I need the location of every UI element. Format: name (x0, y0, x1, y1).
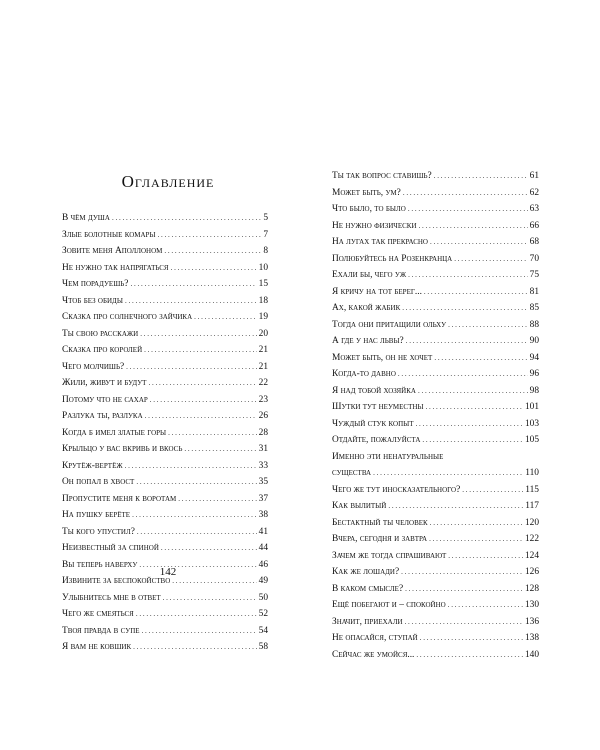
toc-entry (332, 300, 539, 317)
toc-entry (332, 416, 539, 433)
toc-entry-title: Я над тобой хозяйка (332, 385, 416, 396)
dot-leader (112, 210, 261, 227)
dot-leader (137, 524, 257, 541)
toc-entry-page: 18 (258, 295, 268, 306)
dot-leader (145, 408, 257, 425)
toc-entry (332, 234, 539, 251)
dot-leader (164, 243, 261, 260)
dot-leader (418, 383, 528, 400)
toc-entry-title: На пушку берёте (62, 510, 131, 520)
toc-entry (62, 507, 268, 524)
toc-entry-title: Ты свою расскажи (62, 328, 139, 339)
dot-leader (403, 185, 528, 202)
toc-entry (62, 293, 268, 310)
toc-entry-page: 7 (263, 229, 268, 240)
toc-entry (332, 614, 539, 631)
toc-entry (62, 359, 268, 376)
toc-entry-title: Я кричу на тот берег... (332, 286, 422, 297)
toc-entry-title: Ты так вопрос ставишь? (332, 171, 432, 181)
toc-entry (332, 284, 539, 301)
toc-entry-title: Злые болотные комары (62, 229, 156, 240)
toc-entry (332, 185, 539, 202)
toc-entry-title: Улыбнитесь мне в ответ (62, 592, 161, 603)
toc-entry-page: 138 (524, 633, 539, 643)
toc-entry-title: Не опасайся, ступай (332, 633, 418, 643)
toc-entry (332, 630, 539, 647)
dot-leader (448, 317, 527, 334)
toc-entry-page: 90 (529, 336, 539, 346)
toc-entry (332, 251, 539, 268)
toc-entry (332, 564, 539, 581)
dot-leader (416, 416, 523, 433)
toc-entry-page: 44 (258, 543, 268, 553)
toc-entry-title: Чем порадуешь? (62, 279, 129, 289)
toc-entry-title: Бестактный ты человек (332, 517, 428, 528)
toc-entry (62, 491, 268, 508)
toc-entry-title: Потому что не сахар (62, 394, 148, 405)
toc-entry-page: 10 (258, 262, 268, 273)
dot-leader (429, 531, 523, 548)
toc-entry-title: Жили, живут и будут (62, 378, 147, 388)
toc-entry (332, 432, 539, 449)
toc-entry-page: 35 (258, 477, 268, 487)
toc-entry-page: 61 (529, 171, 539, 181)
dot-leader (434, 168, 528, 185)
toc-entry (62, 540, 268, 557)
toc-entry (332, 465, 539, 482)
toc-entry (332, 515, 539, 532)
toc-entry-title: Не нужно так напрягаться (62, 262, 169, 273)
dot-leader (454, 251, 527, 268)
toc-entry-page: 20 (258, 328, 268, 339)
toc-entry-title: Ты кого упустил? (62, 526, 135, 537)
toc-entry-title: Ещё побегают и – спокойно (332, 600, 446, 610)
toc-entry-title: Сказка про солнечного зайчика (62, 312, 193, 322)
toc-entry-title: Тогда они притащили ольху (332, 319, 447, 330)
toc-entry (62, 210, 268, 227)
dot-leader (373, 465, 523, 482)
toc-entry (332, 482, 539, 499)
toc-entry-title: Отдайте, пожалуйста (332, 435, 421, 445)
dot-leader (430, 515, 523, 532)
toc-entry-title: Шутки тут неуместны (332, 402, 424, 412)
toc-entry-title: Может быть, он не хочет (332, 352, 433, 363)
toc-entry-title: На лугах так прекрасно (332, 237, 428, 247)
toc-entry (332, 581, 539, 598)
toc-entry-page: 110 (525, 468, 539, 478)
dot-leader (144, 342, 257, 359)
toc-entry-page: 23 (258, 394, 268, 405)
toc-entry-page: 19 (258, 312, 268, 322)
toc-entry-title: существа (332, 468, 372, 478)
toc-entry (332, 548, 539, 565)
dot-leader (132, 507, 257, 524)
toc-entry (62, 342, 268, 359)
dot-leader (448, 597, 523, 614)
dot-leader (462, 482, 523, 499)
toc-entry-page: 41 (258, 526, 268, 537)
toc-entry-title: Ах, какой жабик (332, 303, 401, 313)
toc-entry-title: Как же лошади? (332, 567, 400, 577)
toc-entry-page: 15 (258, 279, 268, 289)
toc-entry-title: В чём душа (62, 213, 110, 223)
dot-leader (424, 284, 528, 301)
toc-entry-page: 58 (258, 642, 268, 652)
toc-entry-page: 5 (263, 213, 268, 223)
toc-entry-page: 81 (529, 286, 539, 297)
toc-entry-page: 50 (258, 592, 268, 603)
dot-leader (422, 432, 523, 449)
dot-leader (178, 491, 256, 508)
toc-entry (62, 639, 268, 656)
dot-leader (168, 425, 256, 442)
toc-entry (62, 441, 268, 458)
dot-leader (194, 309, 256, 326)
dot-leader (430, 234, 528, 251)
dot-leader (398, 366, 528, 383)
toc-entry (62, 408, 268, 425)
dot-leader (448, 548, 523, 565)
toc-entry-page: 88 (529, 319, 539, 330)
toc-entry-page: 96 (529, 369, 539, 379)
dot-leader (402, 300, 527, 317)
toc-entry-page: 22 (258, 378, 268, 388)
toc-entry-page: 130 (524, 600, 539, 610)
dot-leader (408, 201, 528, 218)
dot-leader (426, 399, 523, 416)
toc-entry-title: Не нужно физически (332, 220, 417, 231)
toc-entry (332, 647, 539, 664)
toc-entry-title: Что было, то было (332, 204, 406, 214)
dot-leader (148, 375, 256, 392)
toc-entry-title: Разлука ты, разлука (62, 411, 143, 421)
toc-entry-title: Я вам не ковшик (62, 642, 132, 652)
toc-entry-page: 136 (524, 616, 539, 627)
toc-entry-page: 63 (529, 204, 539, 214)
toc-entry-title: Когда б имел златые горы (62, 427, 167, 438)
dot-leader (136, 606, 257, 623)
toc-entry (62, 606, 268, 623)
toc-heading: Оглавление (121, 172, 215, 191)
toc-entry (332, 531, 539, 548)
dot-leader (125, 458, 257, 475)
toc-entry-page: 21 (258, 361, 268, 372)
toc-right-column (332, 168, 539, 663)
toc-entry (62, 375, 268, 392)
dot-leader (140, 326, 256, 343)
toc-entry-title: Сейчас же умойся... (332, 649, 415, 660)
toc-entry-page: 98 (529, 385, 539, 396)
toc-entry (332, 333, 539, 350)
toc-entry-title: Чего же тут иносказательного? (332, 484, 461, 495)
toc-entry-page: 49 (258, 576, 268, 586)
toc-entry (62, 260, 268, 277)
dot-leader (125, 293, 257, 310)
toc-entry (62, 474, 268, 491)
toc-entry-title: Ехали бы, чего уж (332, 270, 407, 280)
toc-entry-title: Чего молчишь? (62, 361, 125, 372)
dot-leader (405, 581, 523, 598)
dot-leader (408, 267, 528, 284)
toc-entry-title: Когда-то давно (332, 369, 396, 379)
toc-entry-title: Вы теперь наверху (62, 559, 138, 570)
toc-entry-page: 33 (258, 460, 268, 471)
toc-entry-title: Зовите меня Аполлоном (62, 246, 163, 256)
dot-leader (420, 630, 523, 647)
toc-left-column (62, 210, 268, 656)
toc-entry (332, 350, 539, 367)
dot-leader (142, 623, 257, 640)
dot-leader (163, 590, 257, 607)
toc-entry (62, 227, 268, 244)
toc-entry-title: Именно эти ненатуральные (332, 451, 444, 462)
toc-entry-page: 122 (524, 534, 539, 544)
toc-entry (332, 597, 539, 614)
toc-entry (332, 317, 539, 334)
page-number: 142 (159, 566, 177, 578)
toc-entry-title: Может быть, ум? (332, 187, 401, 198)
toc-entry-title: Зачем же тогда спрашивают (332, 550, 447, 561)
dot-leader (136, 474, 256, 491)
toc-entry (62, 392, 268, 409)
toc-entry (62, 524, 268, 541)
toc-entry (62, 309, 268, 326)
toc-entry-page: 21 (258, 345, 268, 355)
dot-leader (416, 647, 523, 664)
toc-entry-page: 75 (529, 270, 539, 280)
toc-entry-page: 85 (529, 303, 539, 313)
toc-entry-title: Полюбуйтесь на Розенкранца (332, 253, 453, 264)
toc-entry-title: Крутёж-вертёж (62, 460, 123, 471)
toc-entry (62, 590, 268, 607)
toc-entry-title: Значит, приехали (332, 616, 403, 627)
toc-entry-page: 31 (258, 444, 268, 454)
toc-entry-page: 120 (524, 517, 539, 528)
toc-entry (332, 383, 539, 400)
toc-entry-title: Извините за беспокойство (62, 576, 171, 586)
toc-entry-page: 28 (258, 427, 268, 438)
toc-entry-page: 126 (524, 567, 539, 577)
toc-entry-title: Чуждый стук копыт (332, 418, 414, 429)
toc-entry-title: Пропустите меня к воротам (62, 493, 177, 504)
toc-entry-page: 46 (258, 559, 268, 570)
toc-entry (332, 399, 539, 416)
toc-entry (62, 276, 268, 293)
toc-entry-page: 140 (524, 649, 539, 660)
toc-entry-page: 66 (529, 220, 539, 231)
toc-entry (332, 498, 539, 515)
toc-entry-title: Твоя правда в супе (62, 625, 140, 636)
dot-leader (126, 359, 256, 376)
toc-entry-title: Чтоб без обиды (62, 295, 123, 306)
toc-entry-page: 38 (258, 510, 268, 520)
dot-leader (419, 218, 528, 235)
dot-leader (150, 392, 257, 409)
dot-leader (158, 227, 262, 244)
toc-entry (62, 623, 268, 640)
toc-entry-title: Неизвестный за спиной (62, 543, 159, 553)
toc-entry-page: 62 (529, 187, 539, 198)
dot-leader (434, 350, 527, 367)
dot-leader (161, 540, 257, 557)
toc-entry-page: 94 (529, 352, 539, 363)
toc-entry-page: 68 (529, 237, 539, 247)
dot-leader (405, 614, 523, 631)
dot-leader (171, 260, 257, 277)
toc-entry-page: 128 (524, 583, 539, 594)
toc-entry-page: 124 (524, 550, 539, 561)
dot-leader (388, 498, 523, 515)
toc-entry-page: 117 (525, 501, 539, 511)
toc-entry (62, 458, 268, 475)
toc-entry (332, 449, 539, 466)
toc-entry-page: 8 (263, 246, 268, 256)
toc-entry-page: 52 (258, 609, 268, 619)
toc-entry (332, 168, 539, 185)
toc-entry-page: 105 (524, 435, 539, 445)
dot-leader (133, 639, 256, 656)
dot-leader (130, 276, 256, 293)
toc-entry-title: В каком смысле? (332, 583, 404, 594)
toc-entry-page: 115 (525, 484, 539, 495)
toc-entry (62, 425, 268, 442)
toc-entry-page: 26 (258, 411, 268, 421)
toc-entry-page: 103 (524, 418, 539, 429)
toc-entry-title: А где у нас львы? (332, 336, 404, 346)
toc-entry-page: 70 (529, 253, 539, 264)
toc-entry (62, 243, 268, 260)
dot-leader (184, 441, 256, 458)
toc-entry-title: Сказка про королей (62, 345, 143, 355)
dot-leader (406, 333, 528, 350)
toc-entry-title: Крыльцо у вас вкривь и вкось (62, 444, 183, 454)
toc-entry-title: Как вылитый (332, 501, 387, 511)
toc-entry (332, 366, 539, 383)
toc-entry-title: Чего же смеяться (62, 609, 134, 619)
dot-leader (401, 564, 523, 581)
toc-entry-title: Он попал в хвост (62, 477, 135, 487)
toc-entry-page: 54 (258, 625, 268, 636)
toc-entry (332, 201, 539, 218)
toc-entry-page: 101 (524, 402, 539, 412)
toc-entry (332, 218, 539, 235)
toc-entry-title: Вчера, сегодня и завтра (332, 534, 428, 544)
toc-entry (62, 326, 268, 343)
toc-entry-page: 37 (258, 493, 268, 504)
toc-entry (332, 267, 539, 284)
